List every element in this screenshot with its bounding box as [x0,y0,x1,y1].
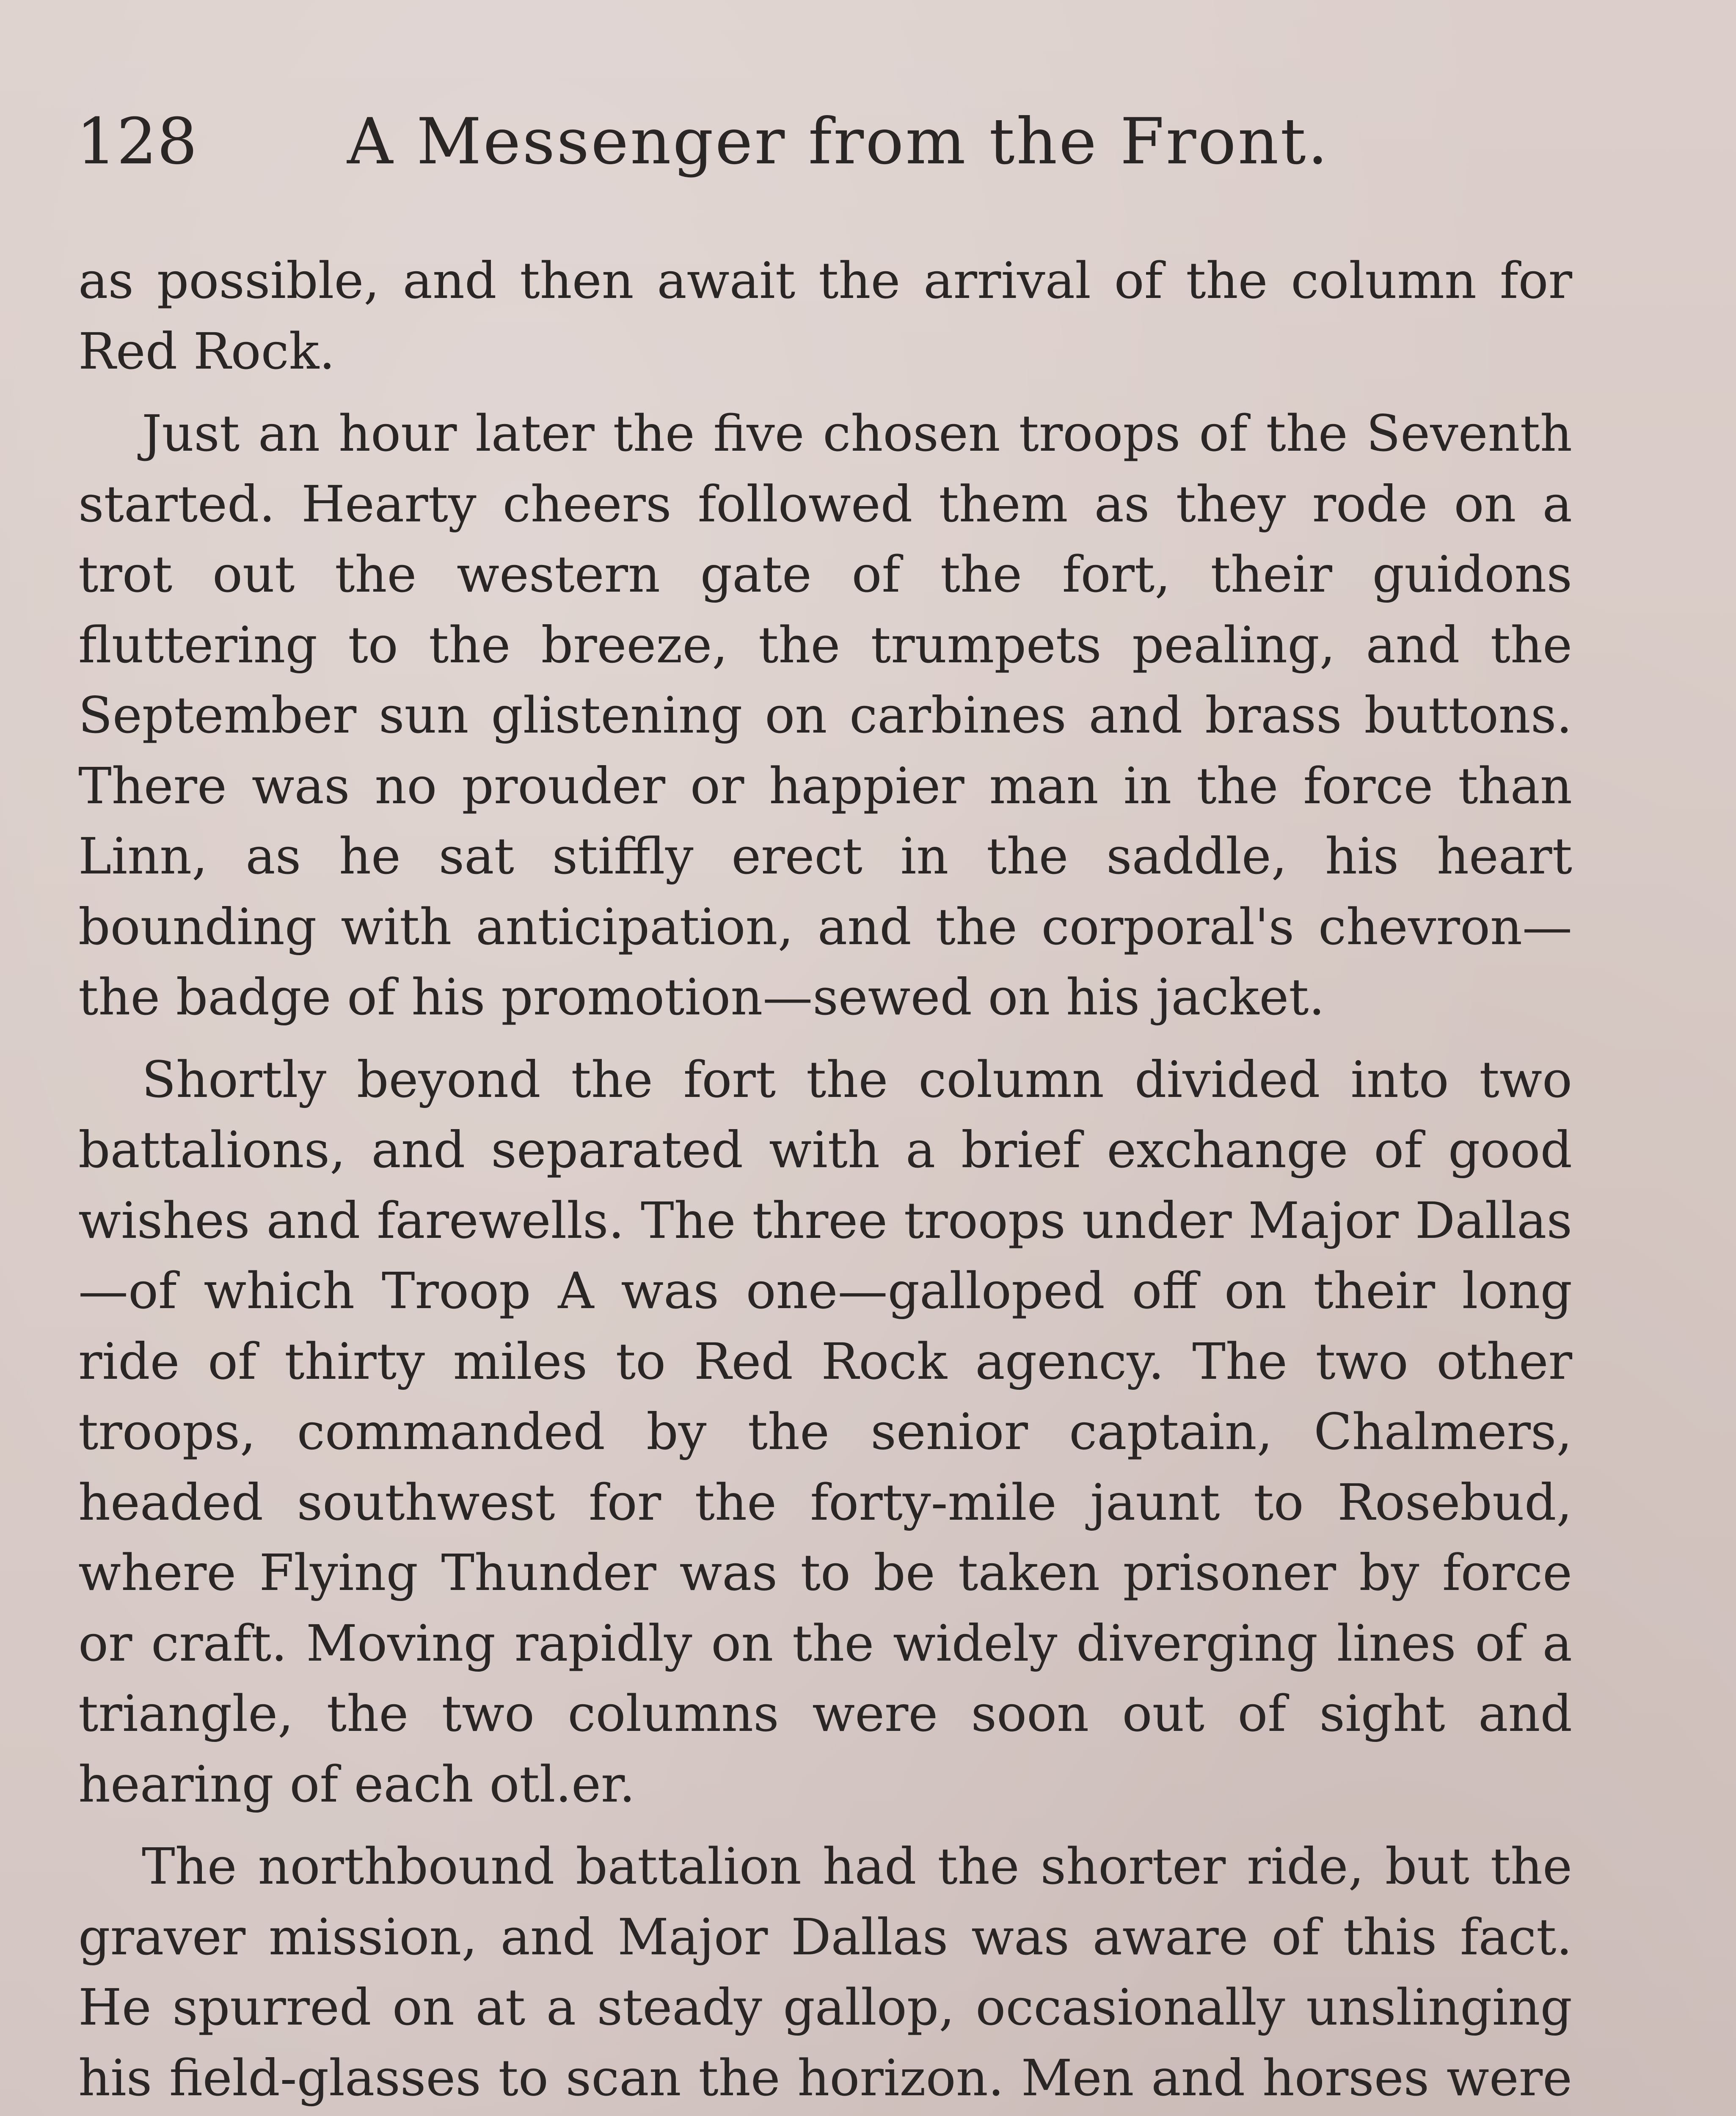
page-header [76,102,1583,182]
page-number: 128 [76,105,198,179]
paragraph: Just an hour later the five chosen troops of the Seventh started. Hearty cheers followed them as they rode on a trot out the western gate of the fort, their guidons fluttering to the breeze, the trumpets pealing, and the September sun glistening on carbines and brass buttons. There was no prouder or happier man in the force than Linn, as he sat stiffly erect in the saddle, his heart bounding with anticipation, and the corporal's chevron—the badge of his promotion—sewed on his jacket. [78,404,1572,1026]
body-text [78,245,1572,2116]
paragraph: The northbound battalion had the shorter ride, but the graver mission, and Major Dallas was aware of this fact. He spurred on at a steady gallop, occasionally unslinging his field-glasses to scan the horizon. Men and horses were [78,1837,1572,2107]
running-title: A Messenger from the Front. [347,105,1330,179]
paragraph-continuation: as possible, and then await the arrival of the column for Red Rock. [78,251,1572,380]
paragraph: Shortly beyond the fort the column divided into two battalions, and separated with a brief exchange of good wishes and farewells. The three troops under Major Dallas—of which Troop A was one—galloped off on their long ride of thirty miles to Red Rock agency. The two other troops, commanded by the senior captain, Chalmers, headed southwest for the forty-mile jaunt to Rosebud, where Flying Thunder was to be taken prisoner by force or craft. Moving rapidly on the widely diverging lines of a triangle, the two columns were soon out of sight and hearing of each otl.er. [78,1050,1572,1813]
